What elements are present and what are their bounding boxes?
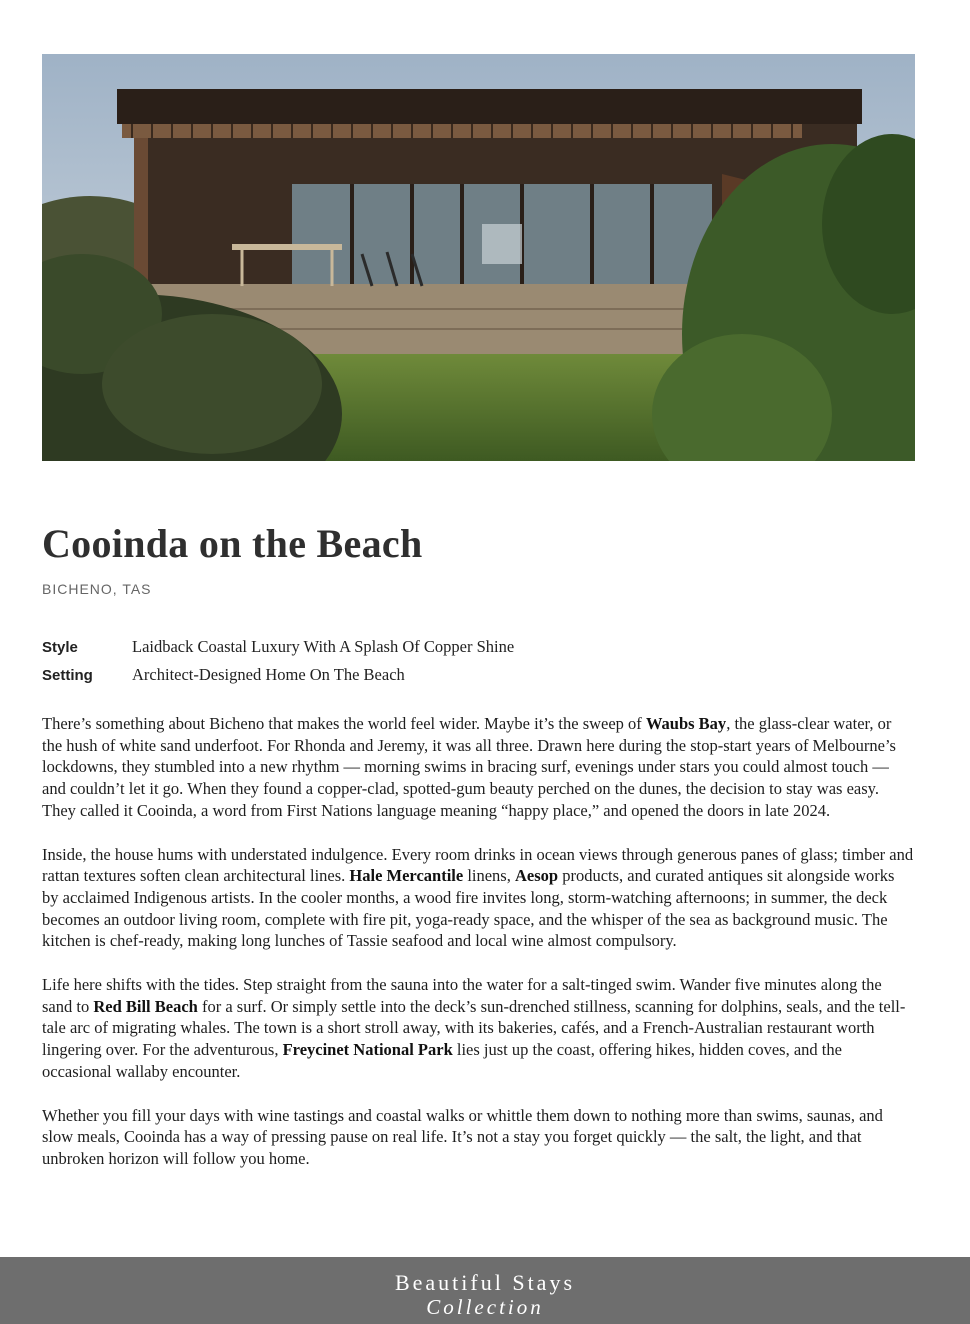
attribute-value: Laidback Coastal Luxury With A Splash Of Copper Shine	[132, 637, 515, 656]
paragraph-2: Inside, the house hums with understated indulgence. Every room drinks in ocean views through generous panes of glass; timber and rattan textures soften clean architectural lines. Hale Mercantile linens, Aesop products, and curated antiques sit alongside works by acclaimed Indigenous artists. In the cooler months, a wood fire invites long, storm-watching afternoons; in summer, the deck becomes an outdoor living room, complete with fire pit, yoga-ready space, and the whisper of the sea as background music. The kitchen is chef-ready, making long lunches of Tassie seafood and local wine almost compulsory.	[42, 844, 914, 951]
attribute-label: Style	[42, 638, 78, 656]
hero-photo	[42, 54, 915, 461]
highlight-freycinet-national-park: Freycinet National Park	[282, 1040, 453, 1060]
page-title: Cooinda on the Beach	[42, 521, 423, 566]
highlight-aesop: Aesop	[514, 866, 559, 886]
highlight-hale-mercantile: Hale Mercantile	[349, 866, 464, 886]
attribute-value: Architect-Designed Home On The Beach	[132, 665, 405, 684]
footer-brand-line1: Beautiful Stays	[394, 1270, 576, 1295]
paragraph-1: There’s something about Bicheno that makes the world feel wider. Maybe it’s the sweep of Waubs Bay, the glass-clear water, or the hush of white sand underfoot. For Rhonda and Jeremy, it was all three. Drawn here during the stop-start years of Melbourne’s lockdowns, they stumbled into a new rhythm — morning swims in bracing surf, evenings under stars you could almost touch — and couldn’t let it go. When they found a copper-clad, spotted-gum beauty perched on the dunes, the decision to stay was easy. They called it Cooinda, a word from First Nations language meaning “happy place,” and opened the doors in late 2024.	[42, 714, 896, 820]
location-label: BICHENO, TAS	[42, 581, 152, 597]
attribute-row-style	[42, 633, 514, 661]
attribute-label: Setting	[42, 666, 93, 684]
footer-brand-line2: Collection	[426, 1295, 544, 1319]
attribute-row-setting	[42, 661, 514, 689]
footer-banner	[0, 1257, 970, 1324]
paragraph-3: Life here shifts with the tides. Step straight from the sauna into the water for a salt-tinged swim. Wander five minutes along the sand to Red Bill Beach for a surf. Or simply settle into the deck’s sun-drenched stillness, scanning for dolphins, seals, and the tell-tale arc of migrating whales. The town is a short stroll away, with its bakeries, cafés, and a French-Australian restaurant worth lingering over. For the adventurous, Freycinet National Park lies just up the coast, offering hikes, hidden coves, and the occasional wallaby encounter.	[42, 975, 906, 1081]
highlight-waubs-bay: Waubs Bay	[645, 714, 727, 733]
article-body	[42, 713, 914, 1192]
attributes-list	[42, 633, 514, 689]
paragraph-4: Whether you fill your days with wine tastings and coastal walks or whittle them down to nothing more than swims, saunas, and slow meals, Cooinda has a way of pressing pause on real life. It’s not a stay you forget quickly — the salt, the light, and that unbroken horizon will follow you home.	[42, 1105, 883, 1168]
highlight-red-bill-beach: Red Bill Beach	[93, 996, 198, 1016]
beach-house-photo	[42, 54, 915, 461]
